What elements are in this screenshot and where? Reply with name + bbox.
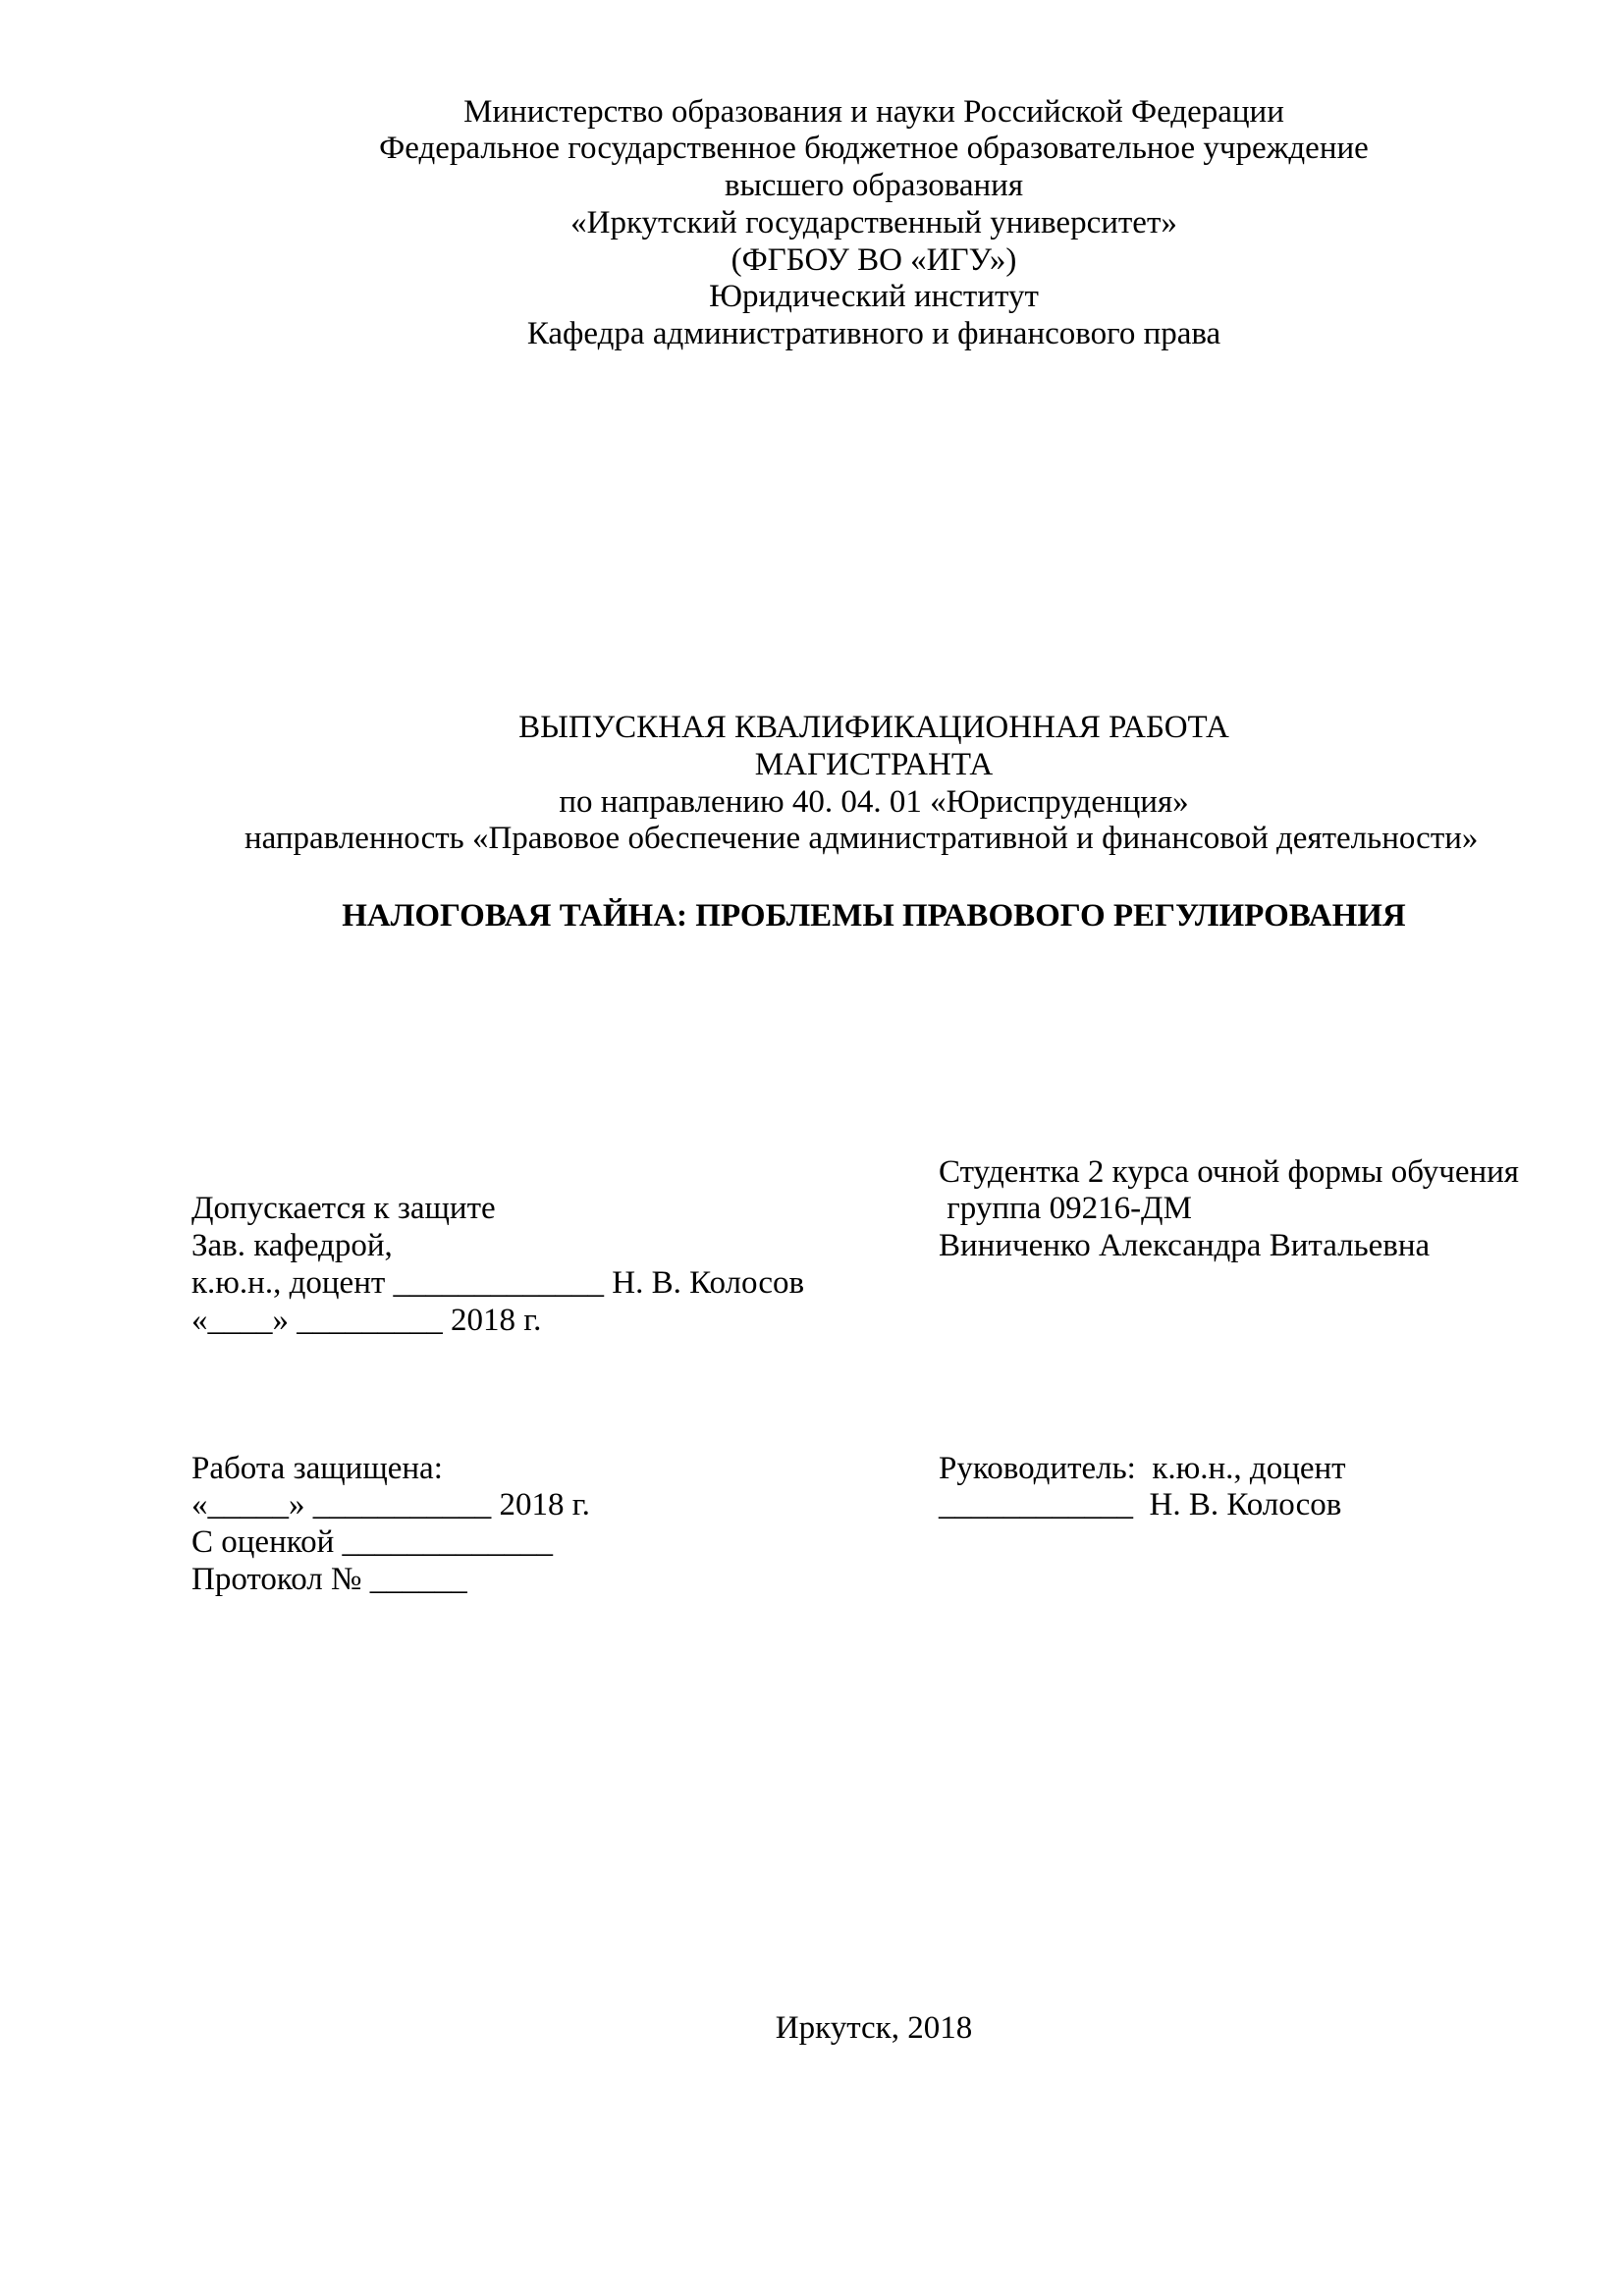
university-abbreviation: (ФГБОУ ВО «ИГУ»): [731, 242, 1017, 278]
ministry-name: Министерство образования и науки Российской Федерации: [463, 94, 1284, 130]
specialization: направленность «Правовое обеспечение административной и финансовой деятельности»: [244, 821, 1479, 856]
grade-line: С оценкой _____________: [191, 1524, 553, 1560]
student-course: Студентка 2 курса очной формы обучения: [939, 1154, 1519, 1190]
institute-name: Юридический институт: [709, 279, 1039, 314]
university-name: «Иркутский государственный университет»: [570, 205, 1177, 240]
thesis-title: НАЛОГОВАЯ ТАЙНА: ПРОБЛЕМЫ ПРАВОВОГО РЕГУЛИРОВАНИЯ: [342, 898, 1406, 934]
student-name: Виниченко Александра Витальевна: [939, 1228, 1431, 1263]
department-name: Кафедра административного и финансового права: [526, 316, 1221, 351]
supervisor-label: Руководитель: к.ю.н., доцент: [939, 1451, 1346, 1486]
head-of-department-signature-line: к.ю.н., доцент _____________ Н. В. Колосов: [191, 1265, 805, 1301]
admission-date-line: «____» _________ 2018 г.: [191, 1303, 542, 1338]
education-level: высшего образования: [725, 168, 1023, 203]
work-type: ВЫПУСКНАЯ КВАЛИФИКАЦИОННАЯ РАБОТА: [518, 710, 1229, 745]
institution-type: Федеральное государственное бюджетное образовательное учреждение: [379, 131, 1369, 166]
head-of-department-label: Зав. кафедрой,: [191, 1228, 393, 1263]
defense-label: Работа защищена:: [191, 1451, 443, 1486]
protocol-line: Протокол № ______: [191, 1562, 467, 1597]
defense-date-line: «_____» ___________ 2018 г.: [191, 1487, 590, 1522]
student-group: группа 09216-ДМ: [939, 1191, 1192, 1226]
supervisor-signature-line: ____________ Н. В. Колосов: [939, 1487, 1342, 1522]
field-of-study: по направлению 40. 04. 01 «Юриспруденция»: [559, 784, 1189, 820]
admission-label: Допускается к защите: [191, 1191, 496, 1226]
city-year: Иркутск, 2018: [775, 2010, 973, 2046]
work-degree: МАГИСТРАНТА: [754, 747, 994, 782]
